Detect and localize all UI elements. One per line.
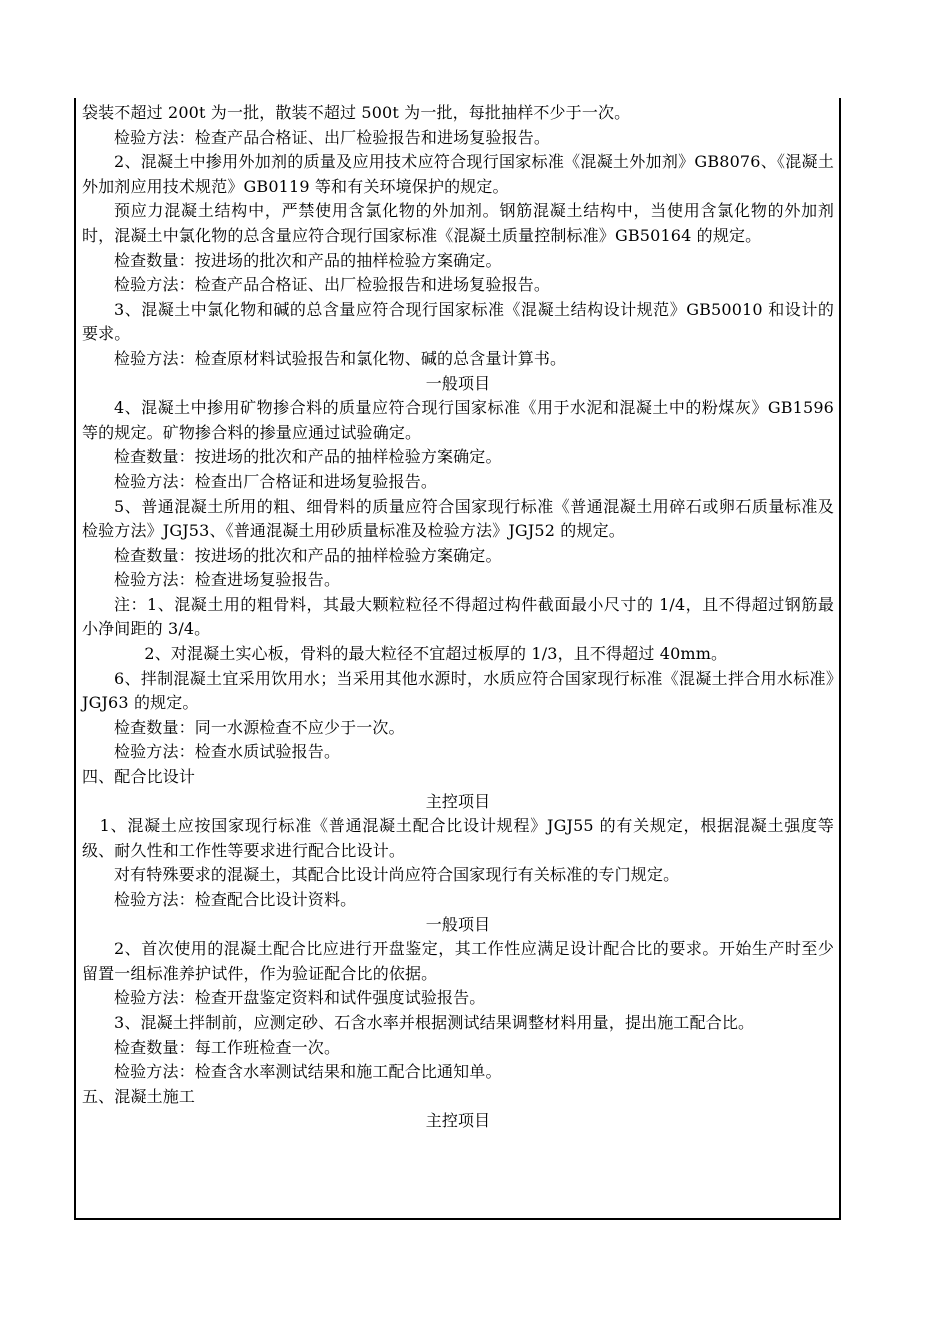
paragraph: 检验方法：检查水质试验报告。	[114, 742, 341, 762]
paragraph: 6、拌制混凝土宜采用饮用水；当采用其他水源时，水质应符合国家现行标准《混凝土拌合用水标准》JGJ63 的规定。	[82, 668, 834, 713]
section-heading: 一般项目	[425, 914, 491, 934]
paragraph: 5、普通混凝土所用的粗、细骨料的质量应符合国家现行标准《普通混凝土用碎石或卵石质量标准及检验方法》JGJ53、《普通混凝土用砂质量标准及检验方法》JGJ52 的规定。	[82, 496, 834, 541]
paragraph: 3、混凝土中氯化物和碱的总含量应符合现行国家标准《混凝土结构设计规范》GB50010 和设计的要求。	[82, 299, 834, 344]
paragraph: 预应力混凝土结构中，严禁使用含氯化物的外加剂。钢筋混凝土结构中，当使用含氯化物的外加剂时，混凝土中氯化物的总含量应符合现行国家标准《混凝土质量控制标准》GB50164 的规定。	[82, 201, 834, 245]
paragraph: 检验方法：检查开盘鉴定资料和试件强度试验报告。	[114, 988, 486, 1008]
paragraph: 检查数量：每工作班检查一次。	[114, 1037, 341, 1057]
section-heading: 主控项目	[425, 791, 491, 811]
paragraph: 检验方法：检查配合比设计资料。	[114, 890, 357, 909]
section-heading: 主控项目	[425, 1111, 491, 1131]
paragraph: 检验方法：检查进场复验报告。	[114, 570, 341, 590]
paragraph: 检查数量：按进场的批次和产品的抽样检验方案确定。	[114, 250, 502, 270]
paragraph: 2、混凝土中掺用外加剂的质量及应用技术应符合现行国家标准《混凝土外加剂》GB8076、《混凝土外加剂应用技术规范》GB0119 等和有关环境保护的规定。	[82, 152, 834, 196]
paragraph: 检验方法：检查出厂合格证和进场复验报告。	[114, 471, 438, 491]
paragraph: 检查数量：同一水源检查不应少于一次。	[114, 717, 405, 737]
chapter-heading: 四、配合比设计	[82, 767, 196, 787]
paragraph: 对有特殊要求的混凝土，其配合比设计尚应符合国家现行有关标准的专门规定。	[114, 865, 680, 885]
paragraph: 注：1、混凝土用的粗骨料，其最大颗粒粒径不得超过构件截面最小尺寸的 1/4，且不得超过钢筋最小净间距的 3/4。	[82, 594, 834, 639]
paragraph: 3、混凝土拌制前，应测定砂、石含水率并根据测试结果调整材料用量，提出施工配合比。	[114, 1012, 755, 1032]
paragraph: 检验方法：检查产品合格证、出厂检验报告和进场复验报告。	[114, 275, 551, 295]
paragraph: 检查数量：按进场的批次和产品的抽样检验方案确定。	[114, 447, 502, 467]
paragraph: 4、混凝土中掺用矿物掺合料的质量应符合现行国家标准《用于水泥和混凝土中的粉煤灰》GB1596 等的规定。矿物掺合料的掺量应通过试验确定。	[82, 398, 834, 442]
section-heading: 一般项目	[425, 373, 491, 393]
paragraph: 2、对混凝土实心板，骨料的最大粒径不宜超过板厚的 1/3，且不得超过 40mm。	[144, 644, 728, 664]
paragraph: 1、混凝土应按国家现行标准《普通混凝土配合比设计规程》JGJ55 的有关规定，根据混凝土强度等级、耐久性和工作性等要求进行配合比设计。	[82, 816, 834, 860]
paragraph: 检验方法：检查含水率测试结果和施工配合比通知单。	[114, 1062, 502, 1082]
paragraph: 检验方法：检查产品合格证、出厂检验报告和进场复验报告。	[114, 127, 551, 147]
document-body	[82, 101, 834, 1134]
paragraph: 检验方法：检查原材料试验报告和氯化物、碱的总含量计算书。	[114, 348, 567, 368]
paragraph: 检查数量：按进场的批次和产品的抽样检验方案确定。	[114, 545, 502, 565]
paragraph: 2、首次使用的混凝土配合比应进行开盘鉴定，其工作性应满足设计配合比的要求。开始生产时至少留置一组标准养护试件，作为验证配合比的依据。	[82, 939, 834, 983]
chapter-heading: 五、混凝土施工	[82, 1086, 196, 1106]
paragraph: 袋装不超过 200t 为一批，散装不超过 500t 为一批，每批抽样不少于一次。	[82, 103, 631, 122]
